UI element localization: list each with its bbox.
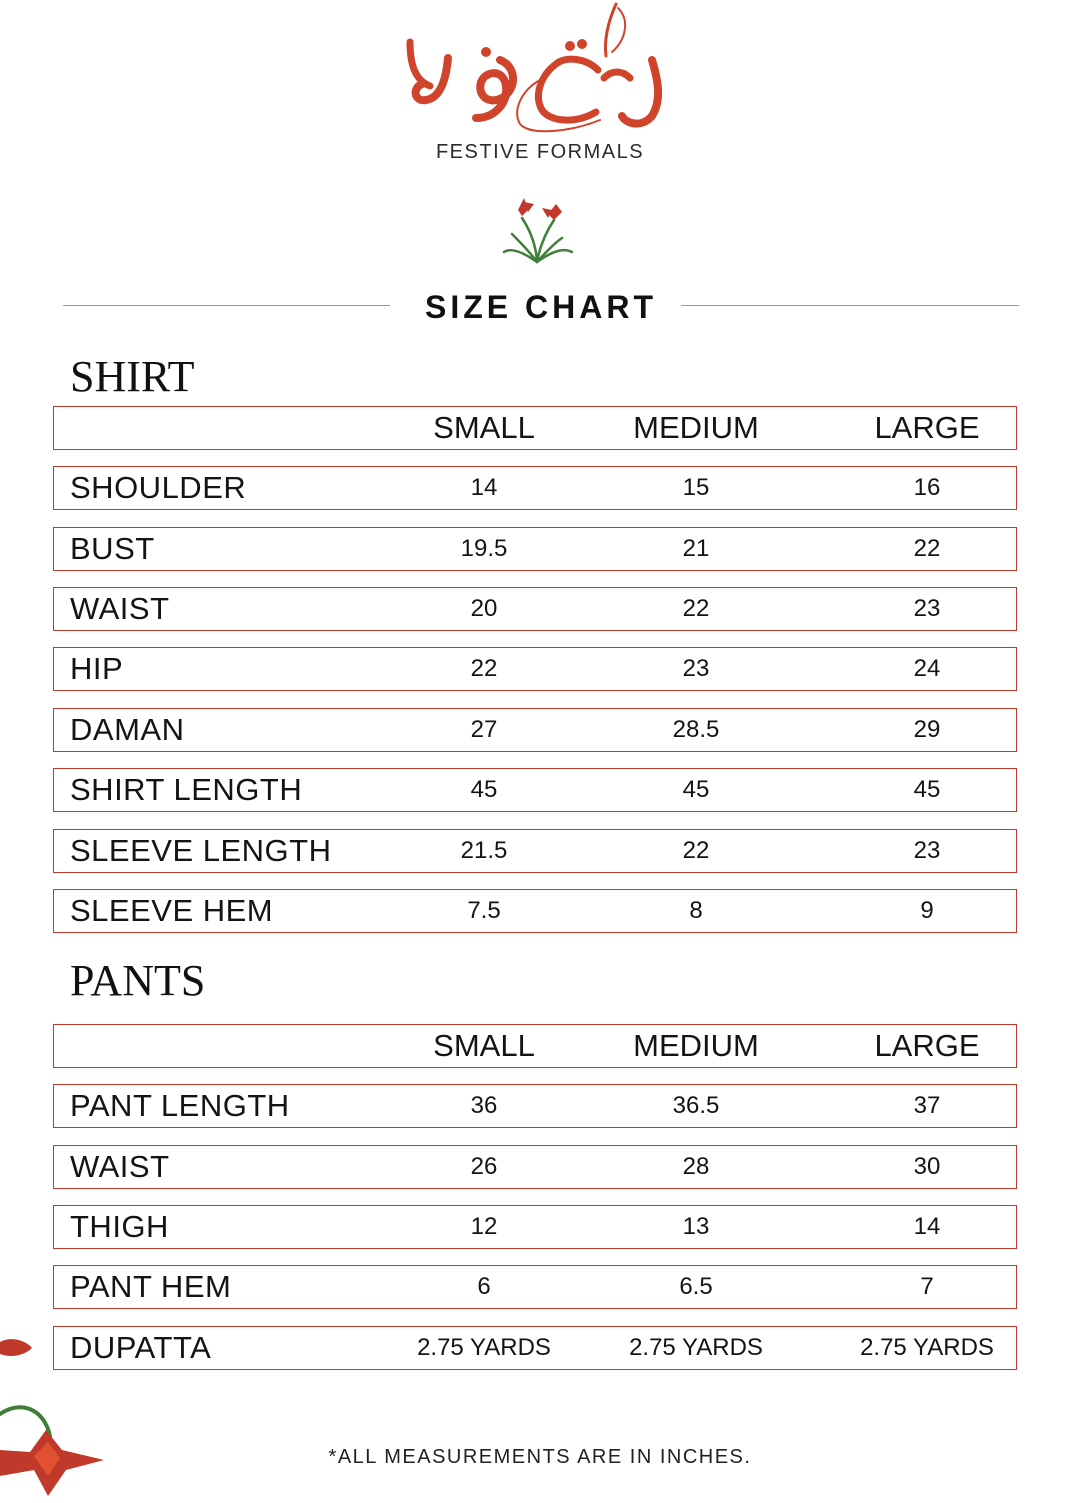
col-medium: MEDIUM <box>633 410 759 445</box>
table-row <box>53 1265 1017 1309</box>
table-row <box>53 708 1017 752</box>
table-row <box>53 647 1017 691</box>
row-label: HIP <box>70 651 124 686</box>
value-medium: 8 <box>689 897 703 924</box>
value-large: 2.75 YARDS <box>860 1334 994 1361</box>
brand-logo <box>390 0 690 140</box>
value-small: 2.75 YARDS <box>417 1334 551 1361</box>
row-label: PANT LENGTH <box>70 1088 290 1123</box>
value-medium: 2.75 YARDS <box>629 1334 763 1361</box>
row-label: SLEEVE LENGTH <box>70 833 332 868</box>
shirt-heading: SHIRT <box>70 352 195 401</box>
table-row <box>53 466 1017 510</box>
row-label: THIGH <box>70 1209 169 1244</box>
value-medium: 13 <box>682 1213 710 1240</box>
value-large: 29 <box>913 716 941 743</box>
value-large: 30 <box>913 1153 941 1180</box>
table-row <box>53 1084 1017 1128</box>
value-small: 22 <box>470 655 498 682</box>
value-small: 19.5 <box>460 535 508 562</box>
value-medium: 22 <box>682 595 710 622</box>
value-medium: 45 <box>682 776 710 803</box>
value-large: 23 <box>913 837 941 864</box>
table-row <box>53 1145 1017 1189</box>
value-medium: 22 <box>682 837 710 864</box>
table-row <box>53 829 1017 873</box>
value-large: 7 <box>920 1273 934 1300</box>
size-chart-header <box>63 286 1019 326</box>
table-row <box>53 768 1017 812</box>
value-small: 20 <box>470 595 498 622</box>
row-label: SHIRT LENGTH <box>70 772 303 807</box>
value-small: 45 <box>470 776 498 803</box>
value-medium: 28 <box>682 1153 710 1180</box>
row-label: DUPATTA <box>70 1330 212 1365</box>
value-large: 22 <box>913 535 941 562</box>
value-small: 27 <box>470 716 498 743</box>
divider-line <box>681 305 1019 306</box>
measurement-note: *ALL MEASUREMENTS ARE IN INCHES. <box>328 1446 752 1468</box>
brand-subtitle: FESTIVE FORMALS <box>435 141 645 163</box>
value-medium: 6.5 <box>679 1273 713 1300</box>
lily-flower-icon <box>500 190 575 265</box>
value-medium: 15 <box>682 474 710 501</box>
corner-flower-icon <box>0 1330 110 1503</box>
value-small: 26 <box>470 1153 498 1180</box>
value-large: 37 <box>913 1092 941 1119</box>
col-large: LARGE <box>874 1028 980 1063</box>
value-medium: 21 <box>682 535 710 562</box>
col-large: LARGE <box>874 410 980 445</box>
value-large: 14 <box>913 1213 941 1240</box>
table-row <box>53 527 1017 571</box>
pants-header-row <box>53 1024 1017 1068</box>
pants-heading: PANTS <box>70 956 206 1005</box>
col-small: SMALL <box>433 410 535 445</box>
shirt-header-row <box>53 406 1017 450</box>
row-label: WAIST <box>70 591 170 626</box>
value-small: 36 <box>470 1092 498 1119</box>
value-large: 16 <box>913 474 941 501</box>
value-small: 7.5 <box>467 897 501 924</box>
value-large: 24 <box>913 655 941 682</box>
value-small: 21.5 <box>460 837 508 864</box>
table-row <box>53 1326 1017 1370</box>
row-label: DAMAN <box>70 712 185 747</box>
value-large: 45 <box>913 776 941 803</box>
table-row <box>53 1205 1017 1249</box>
value-medium: 23 <box>682 655 710 682</box>
value-small: 12 <box>470 1213 498 1240</box>
value-medium: 28.5 <box>672 716 720 743</box>
row-label: SLEEVE HEM <box>70 893 274 928</box>
value-small: 14 <box>470 474 498 501</box>
value-large: 9 <box>920 897 934 924</box>
table-row <box>53 889 1017 933</box>
value-medium: 36.5 <box>672 1092 720 1119</box>
table-row <box>53 587 1017 631</box>
page-title: SIZE CHART <box>425 289 657 325</box>
col-small: SMALL <box>433 1028 535 1063</box>
row-label: BUST <box>70 531 155 566</box>
value-large: 23 <box>913 595 941 622</box>
row-label: WAIST <box>70 1149 170 1184</box>
row-label: SHOULDER <box>70 470 247 505</box>
col-medium: MEDIUM <box>633 1028 759 1063</box>
row-label: PANT HEM <box>70 1269 232 1304</box>
value-small: 6 <box>477 1273 491 1300</box>
